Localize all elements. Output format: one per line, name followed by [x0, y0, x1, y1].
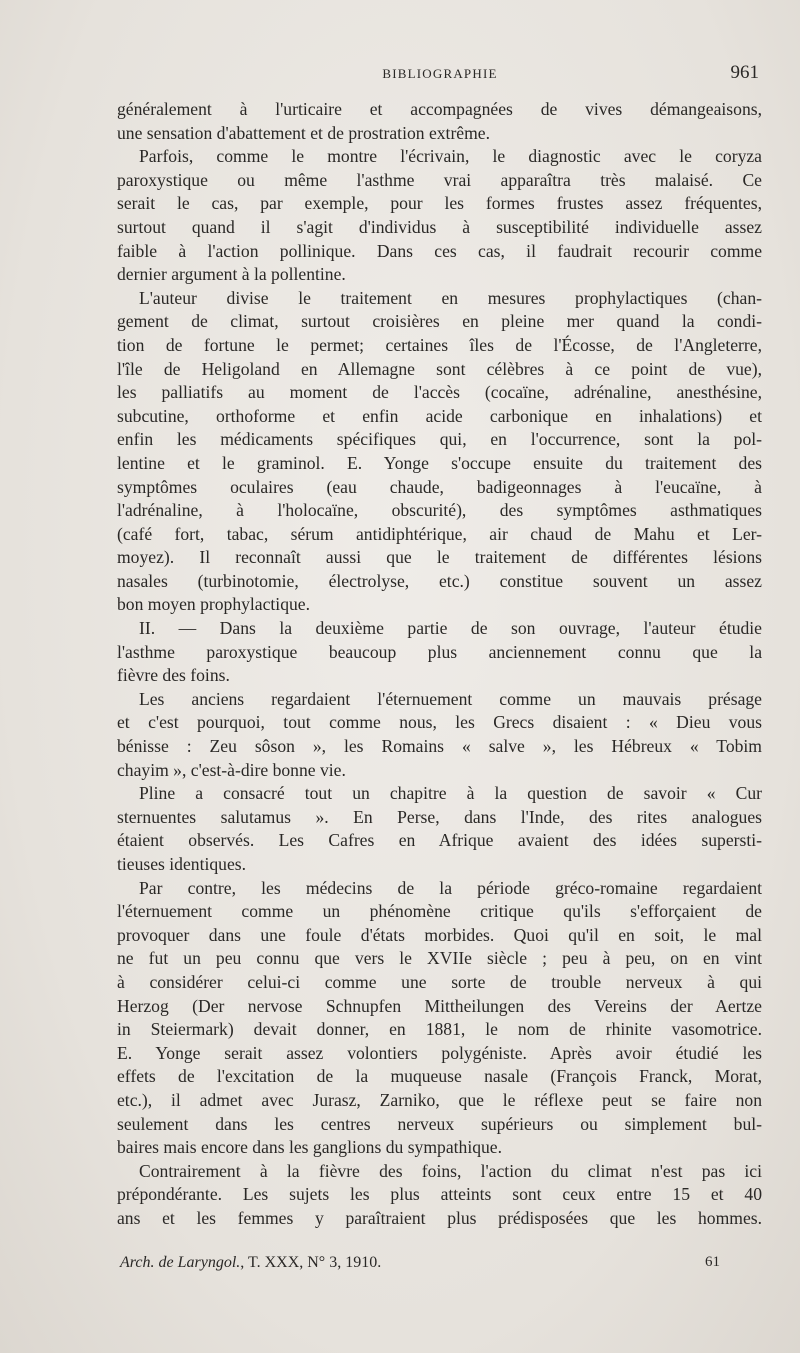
text-line: tion de fortune le permet; certaines îles de l'Écosse, de l'Angleterre,: [117, 334, 762, 355]
text-line: (café fort, tabac, sérum antidiphtérique, air chaud de Mahu et Ler-: [117, 523, 762, 544]
text-line: faible à l'action pollinique. Dans ces cas, il faudrait recourir comme: [117, 240, 762, 261]
text-line: Par contre, les médecins de la période gréco-romaine regardaient: [139, 877, 762, 898]
text-line: lentine et le graminol. E. Yonge s'occupe ensuite du traitement des: [117, 452, 762, 473]
journal-name: Arch. de Laryngol.: [120, 1254, 241, 1271]
text-line: dernier argument à la pollentine.: [117, 264, 346, 285]
text-line: in Steiermark) devait donner, en 1881, le nom de rhinite vasomotrice.: [117, 1019, 762, 1040]
text-line: à considérer celui-ci comme une sorte de trouble nerveux à qui: [117, 971, 762, 992]
text-line: E. Yonge serait assez volontiers polygéniste. Après avoir étudié les: [117, 1042, 762, 1063]
page-footer: [120, 1254, 750, 1278]
text-line: généralement à l'urticaire et accompagnées de vives démangeaisons,: [117, 99, 762, 119]
text-line: bon moyen prophylactique.: [117, 594, 310, 615]
text-line: ne fut un peu connu que vers le XVIIe siècle ; peu à peu, on en vint: [117, 948, 762, 969]
text-line: l'éternuement comme un phénomène critique qu'ils s'efforçaient de: [117, 901, 762, 922]
text-line: paroxystique ou même l'asthme vrai apparaîtra très malaisé. Ce: [117, 169, 762, 190]
printer-signature: 61: [705, 1254, 720, 1270]
running-header: [115, 62, 765, 92]
text-line: baires mais encore dans les ganglions du sympathique.: [117, 1137, 503, 1158]
text-line: l'adrénaline, à l'holocaïne, obscurité), des symptômes asthmatiques: [117, 500, 762, 521]
text-line: sternuentes salutamus ». En Perse, dans l'Inde, des rites analogues: [117, 806, 762, 827]
text-line: II. — Dans la deuxième partie de son ouvrage, l'auteur étudie: [139, 618, 762, 639]
text-line: Les anciens regardaient l'éternuement comme un mauvais présage: [139, 688, 762, 709]
text-line: prépondérante. Les sujets les plus atteints sont ceux entre 15 et 40: [117, 1184, 762, 1205]
text-line: symptômes oculaires (eau chaude, badigeonnages à l'eucaïne, à: [117, 476, 762, 497]
text-line: étaient observés. Les Cafres en Afrique avaient des idées supersti-: [117, 830, 762, 851]
page-number: 961: [730, 62, 759, 83]
text-line: Parfois, comme le montre l'écrivain, le diagnostic avec le coryza: [139, 146, 762, 167]
journal-citation: [120, 1254, 381, 1272]
text-line: seulement dans les centres nerveux supérieurs ou simplement bul-: [117, 1113, 762, 1134]
journal-volume: , T. XXX, N° 3, 1910.: [240, 1254, 382, 1271]
text-line: effets de l'excitation de la muqueuse nasale (François Franck, Morat,: [117, 1066, 762, 1087]
text-line: Pline a consacré tout un chapitre à la question de savoir « Cur: [139, 783, 762, 804]
text-line: nasales (turbinotomie, électrolyse, etc.) constitue souvent un assez: [117, 570, 762, 591]
text-line: surtout quand il s'agit d'individus à susceptibilité individuelle assez: [117, 216, 762, 237]
text-line: l'île de Heligoland en Allemagne sont célèbres à ce point de vue),: [117, 358, 762, 379]
text-line: serait le cas, par exemple, pour les formes frustes assez fréquentes,: [117, 193, 762, 214]
text-line: etc.), il admet avec Jurasz, Zarniko, que le réflexe peut se faire non: [117, 1089, 762, 1110]
running-title: BIBLIOGRAPHIE: [382, 66, 498, 81]
text-line: fièvre des foins.: [117, 665, 230, 686]
text-line: enfin les médicaments spécifiques qui, en l'occurrence, sont la pol-: [117, 429, 762, 450]
text-line: et c'est pourquoi, tout comme nous, les Grecs disaient : « Dieu vous: [117, 712, 762, 733]
text-line: bénisse : Zeu sôson », les Romains « salve », les Hébreux « Tobim: [117, 736, 762, 757]
text-line: gement de climat, surtout croisières en pleine mer quand la condi-: [117, 311, 762, 332]
body-text: [117, 98, 762, 1231]
text-line: subcutine, orthoforme et enfin acide carbonique en inhalations) et: [117, 405, 762, 426]
text-line: Herzog (Der nervose Schnupfen Mittheilungen des Vereins der Aertze: [117, 995, 762, 1016]
text-line: Contrairement à la fièvre des foins, l'action du climat n'est pas ici: [139, 1160, 762, 1181]
text-line: chayim », c'est-à-dire bonne vie.: [117, 759, 346, 780]
text-line: provoquer dans une foule d'états morbides. Quoi qu'il en soit, le mal: [117, 924, 762, 945]
text-line: une sensation d'abattement et de prostration extrême.: [117, 122, 490, 143]
text-line: ans et les femmes y paraîtraient plus prédisposées que les hommes.: [117, 1207, 762, 1228]
text-line: moyez). Il reconnaît aussi que le traitement de différentes lésions: [117, 547, 762, 568]
text-line: tieuses identiques.: [117, 854, 246, 874]
text-line: l'asthme paroxystique beaucoup plus anciennement connu que la: [117, 641, 762, 662]
text-line: les palliatifs au moment de l'accès (cocaïne, adrénaline, anesthésine,: [117, 382, 762, 403]
text-line: L'auteur divise le traitement en mesures prophylactiques (chan-: [139, 287, 762, 308]
